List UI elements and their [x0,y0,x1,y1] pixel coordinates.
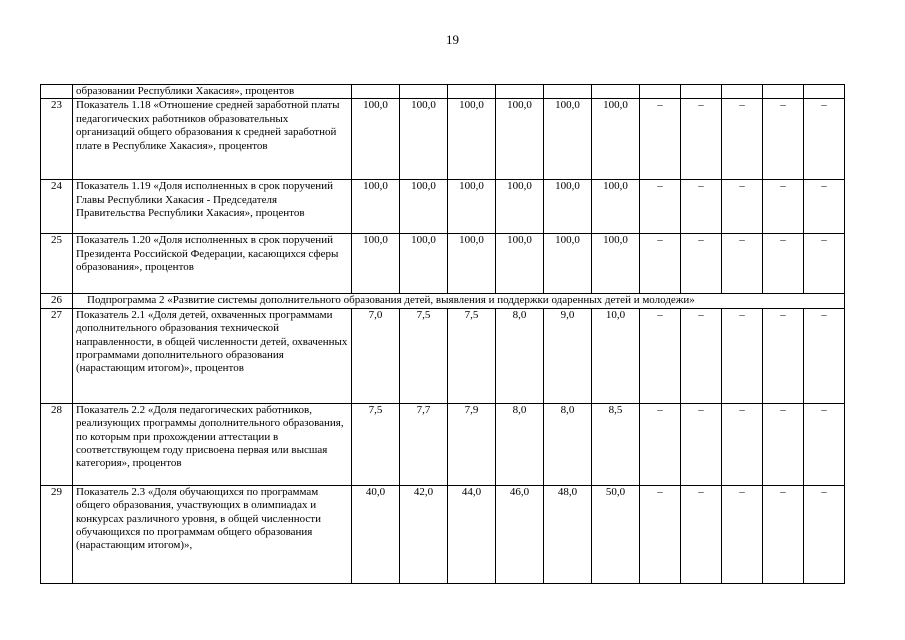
value-cell: 8,0 [544,403,592,485]
value-cell [592,85,640,99]
dash-cell: – [804,403,845,485]
value-cell: 100,0 [592,180,640,234]
value-cell: 100,0 [592,99,640,180]
indicator-name-cell: Показатель 2.1 «Доля детей, охваченных программами дополнительного образования технической направленности, в общей численности детей, охваченных программами дополнительного образования (нарастающим итогом)», процентов [73,308,352,403]
dash-cell: – [804,234,845,294]
value-cell: 40,0 [352,485,400,583]
value-cell: 100,0 [544,99,592,180]
value-cell: 100,0 [400,99,448,180]
indicator-name-cell: Показатель 2.2 «Доля педагогических работников, реализующих программы дополнительного образования, по которым при прохождении аттестации в соответствующем году присвоена первая или высшая категория», процентов [73,403,352,485]
value-cell: 100,0 [448,99,496,180]
value-cell: 9,0 [544,308,592,403]
table-row [41,308,845,403]
row-number-cell: 24 [41,180,73,234]
value-cell: 100,0 [496,99,544,180]
dash-cell [681,85,722,99]
value-cell: 7,7 [400,403,448,485]
dash-cell: – [722,180,763,234]
dash-cell: – [681,308,722,403]
dash-cell: – [804,308,845,403]
dash-cell: – [640,234,681,294]
dash-cell: – [763,308,804,403]
value-cell: 100,0 [400,234,448,294]
value-cell: 48,0 [544,485,592,583]
indicator-name-cell: Показатель 1.18 «Отношение средней заработной платы педагогических работников образовательных организаций общего образования к средней заработной плате в Республике Хакасия», процентов [73,99,352,180]
dash-cell: – [763,99,804,180]
table-body [41,85,845,584]
indicator-name-cell: Показатель 1.19 «Доля исполненных в срок поручений Главы Республики Хакасия - Председателя Правительства Республики Хакасия», процентов [73,180,352,234]
dash-cell: – [681,180,722,234]
value-cell: 8,0 [496,403,544,485]
table-row [41,99,845,180]
value-cell: 7,5 [400,308,448,403]
subprogram-title-cell: Подпрограмма 2 «Развитие системы дополнительного образования детей, выявления и поддержки одаренных детей и молодежи» [73,294,845,308]
value-cell: 100,0 [352,234,400,294]
value-cell: 8,5 [592,403,640,485]
value-cell [544,85,592,99]
row-number-cell: 27 [41,308,73,403]
value-cell: 50,0 [592,485,640,583]
dash-cell: – [722,403,763,485]
value-cell [400,85,448,99]
value-cell: 100,0 [448,234,496,294]
dash-cell: – [722,99,763,180]
value-cell: 100,0 [544,234,592,294]
dash-cell [763,85,804,99]
value-cell: 100,0 [448,180,496,234]
value-cell: 100,0 [544,180,592,234]
table-row [41,294,845,308]
row-number-cell [41,85,73,99]
value-cell: 10,0 [592,308,640,403]
dash-cell: – [804,180,845,234]
table-row-continuation [41,85,845,99]
row-number-cell: 25 [41,234,73,294]
value-cell: 100,0 [592,234,640,294]
table-row [41,180,845,234]
value-cell: 100,0 [496,180,544,234]
table-row [41,485,845,583]
dash-cell: – [722,485,763,583]
dash-cell: – [681,403,722,485]
value-cell: 100,0 [496,234,544,294]
dash-cell: – [722,234,763,294]
indicator-name-cell: Показатель 1.20 «Доля исполненных в срок поручений Президента Российской Федерации, касающихся сферы образования», процентов [73,234,352,294]
row-number-cell: 26 [41,294,73,308]
indicators-table [40,84,845,584]
value-cell [496,85,544,99]
value-cell [352,85,400,99]
dash-cell: – [763,180,804,234]
dash-cell: – [763,234,804,294]
indicator-name-cell: Показатель 2.3 «Доля обучающихся по программам общего образования, участвующих в олимпиадах и конкурсах различного уровня, в общей численности обучающихся по программам общего образования (нарастающим итогом)», [73,485,352,583]
value-cell: 100,0 [352,180,400,234]
value-cell: 44,0 [448,485,496,583]
value-cell: 46,0 [496,485,544,583]
value-cell: 42,0 [400,485,448,583]
dash-cell: – [763,403,804,485]
dash-cell: – [681,485,722,583]
dash-cell: – [640,180,681,234]
value-cell: 100,0 [352,99,400,180]
indicator-name-cell: образовании Республики Хакасия», процентов [73,85,352,99]
row-number-cell: 23 [41,99,73,180]
dash-cell: – [804,99,845,180]
value-cell: 100,0 [400,180,448,234]
dash-cell: – [640,99,681,180]
value-cell: 7,9 [448,403,496,485]
value-cell: 7,5 [448,308,496,403]
dash-cell: – [681,99,722,180]
dash-cell: – [763,485,804,583]
dash-cell: – [640,485,681,583]
dash-cell: – [804,485,845,583]
row-number-cell: 28 [41,403,73,485]
row-number-cell: 29 [41,485,73,583]
page-number: 19 [446,32,459,47]
value-cell [448,85,496,99]
dash-cell: – [640,403,681,485]
value-cell: 7,0 [352,308,400,403]
table-row [41,403,845,485]
value-cell: 8,0 [496,308,544,403]
dash-cell: – [681,234,722,294]
value-cell: 7,5 [352,403,400,485]
table-row [41,234,845,294]
dash-cell [722,85,763,99]
dash-cell [804,85,845,99]
dash-cell: – [640,308,681,403]
dash-cell [640,85,681,99]
dash-cell: – [722,308,763,403]
